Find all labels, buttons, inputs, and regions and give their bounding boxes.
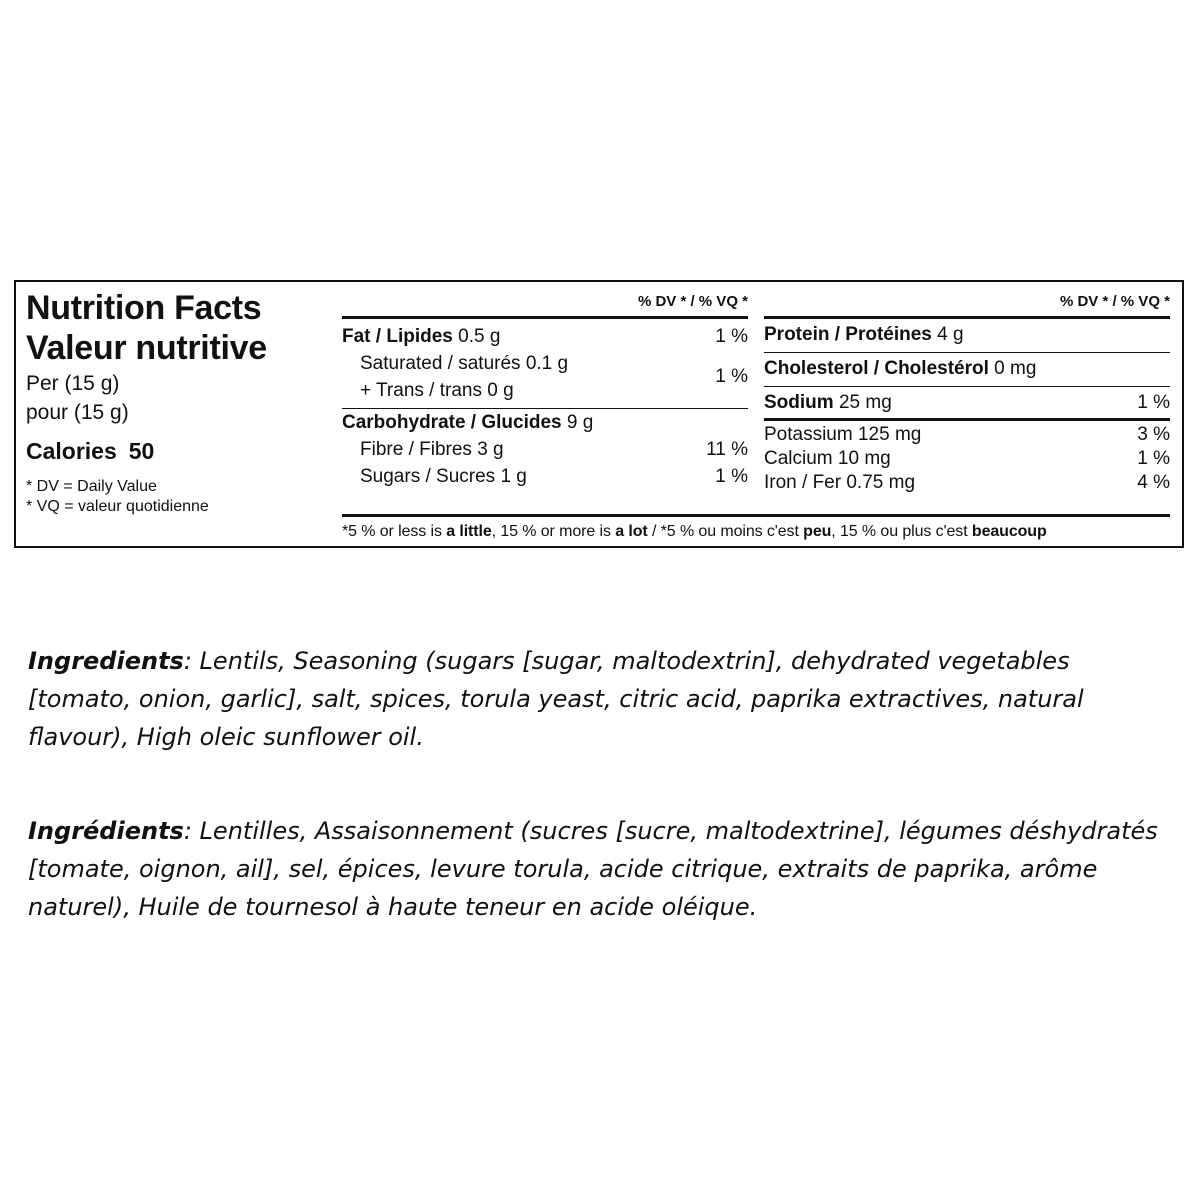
footnotes [26, 477, 326, 517]
fat-pct: 1 % [715, 325, 748, 347]
sodium-name: Sodium [764, 391, 834, 413]
sugars-amount: 1 g [500, 465, 527, 487]
fibre-row [342, 436, 748, 463]
ingredients-text-en: : Lentils, Seasoning (sugars [sugar, maltodextrin], dehydrated vegetables [tomato, onion, garlic], salt, spices, torula yeast, citric acid, paprika extractives, natural flavour), High oleic sunflower oil. [28, 647, 1084, 751]
saturated-row [342, 350, 715, 377]
cholesterol-name: Cholesterol / Cholestérol [764, 357, 989, 379]
fibre-name: Fibre / Fibres [360, 438, 472, 460]
trans-amount: 0 g [487, 379, 514, 401]
protein-name: Protein / Protéines [764, 323, 932, 345]
iron-amount: 0.75 mg [846, 472, 916, 493]
divider [342, 514, 1170, 517]
trans-name: + Trans / trans [360, 379, 482, 401]
calcium-name: Calcium [764, 448, 833, 469]
cholesterol-row [764, 355, 1170, 382]
note-text: , 15 % or more is [491, 523, 616, 540]
calories-label: Calories [26, 438, 117, 464]
divider [764, 418, 1170, 421]
note-bold: peu [803, 523, 832, 540]
sat-trans-pct: 1 % [715, 366, 748, 387]
sat-trans-group [342, 350, 748, 404]
carb-amount: 9 g [566, 411, 594, 433]
sugars-pct: 1 % [715, 465, 748, 487]
fat-amount: 0.5 g [458, 325, 501, 347]
sodium-row [764, 389, 1170, 416]
calcium-pct: 1 % [1137, 448, 1170, 469]
divider [764, 316, 1170, 319]
potassium-row [764, 423, 1170, 447]
title-column [26, 288, 326, 517]
fat-name: Fat / Lipides [342, 325, 453, 347]
dv-header: % DV * / % VQ * [637, 293, 748, 310]
carb-row [342, 409, 748, 436]
ingredients-french [28, 812, 1158, 926]
fat-row [342, 323, 748, 350]
saturated-amount: 0.1 g [525, 352, 569, 374]
divider [342, 316, 748, 319]
note-bold: a lot [615, 523, 648, 540]
note-bold: a little [446, 523, 492, 540]
middle-column [342, 292, 748, 490]
potassium-amount: 125 mg [857, 424, 922, 445]
ingredients-heading-fr: Ingrédients [28, 817, 184, 845]
fibre-pct: 11 % [706, 438, 748, 460]
footnote-vq: * VQ = valeur quotidienne [26, 498, 209, 515]
right-column [764, 292, 1170, 495]
footnote-dv: * DV = Daily Value [26, 478, 157, 495]
protein-amount: 4 g [937, 323, 964, 345]
saturated-name: Saturated / saturés [360, 352, 521, 374]
sugars-name: Sugars / Sucres [360, 465, 496, 487]
dv-header-right: % DV * / % VQ * [1059, 293, 1170, 310]
calcium-amount: 10 mg [837, 448, 891, 469]
note-text: / *5 % ou moins c'est [647, 523, 804, 540]
iron-pct: 4 % [1137, 472, 1170, 493]
calories-row [26, 438, 326, 465]
protein-row [764, 321, 1170, 348]
calories-value: 50 [128, 438, 155, 464]
iron-name: Iron / Fer [764, 472, 842, 493]
note-text: *5 % or less is [342, 523, 447, 540]
note-bold: beaucoup [971, 523, 1047, 540]
fibre-amount: 3 g [477, 438, 504, 460]
cholesterol-amount: 0 mg [994, 357, 1037, 379]
title-en: Nutrition Facts [26, 289, 262, 327]
iron-row [764, 471, 1170, 495]
nutrition-facts-table [14, 280, 1184, 548]
title-fr: Valeur nutritive [26, 329, 267, 367]
carb-name: Carbohydrate / Glucides [342, 411, 562, 433]
sugars-row [342, 463, 748, 490]
ingredients-text-fr: : Lentilles, Assaisonnement (sucres [sucre, maltodextrine], légumes déshydratés [tomate, oignon, ail], sel, épices, levure torula, acide citrique, extraits de paprika, arôme naturel), Huile de tournesol à haute teneur en acide oléique. [28, 817, 1158, 921]
calcium-row [764, 447, 1170, 471]
percent-dv-footnote [342, 514, 1170, 541]
sodium-amount: 25 mg [838, 391, 892, 413]
potassium-pct: 3 % [1137, 424, 1170, 445]
trans-row [342, 377, 715, 404]
divider [764, 352, 1170, 353]
serving-size-fr: pour (15 g) [26, 401, 129, 424]
serving-size-en: Per (15 g) [26, 372, 120, 395]
note-text: , 15 % ou plus c'est [831, 523, 972, 540]
ingredients-heading-en: Ingredients [28, 647, 184, 675]
ingredients-english [28, 642, 1158, 756]
sodium-pct: 1 % [1137, 391, 1170, 413]
potassium-name: Potassium [764, 424, 853, 445]
divider [764, 386, 1170, 387]
